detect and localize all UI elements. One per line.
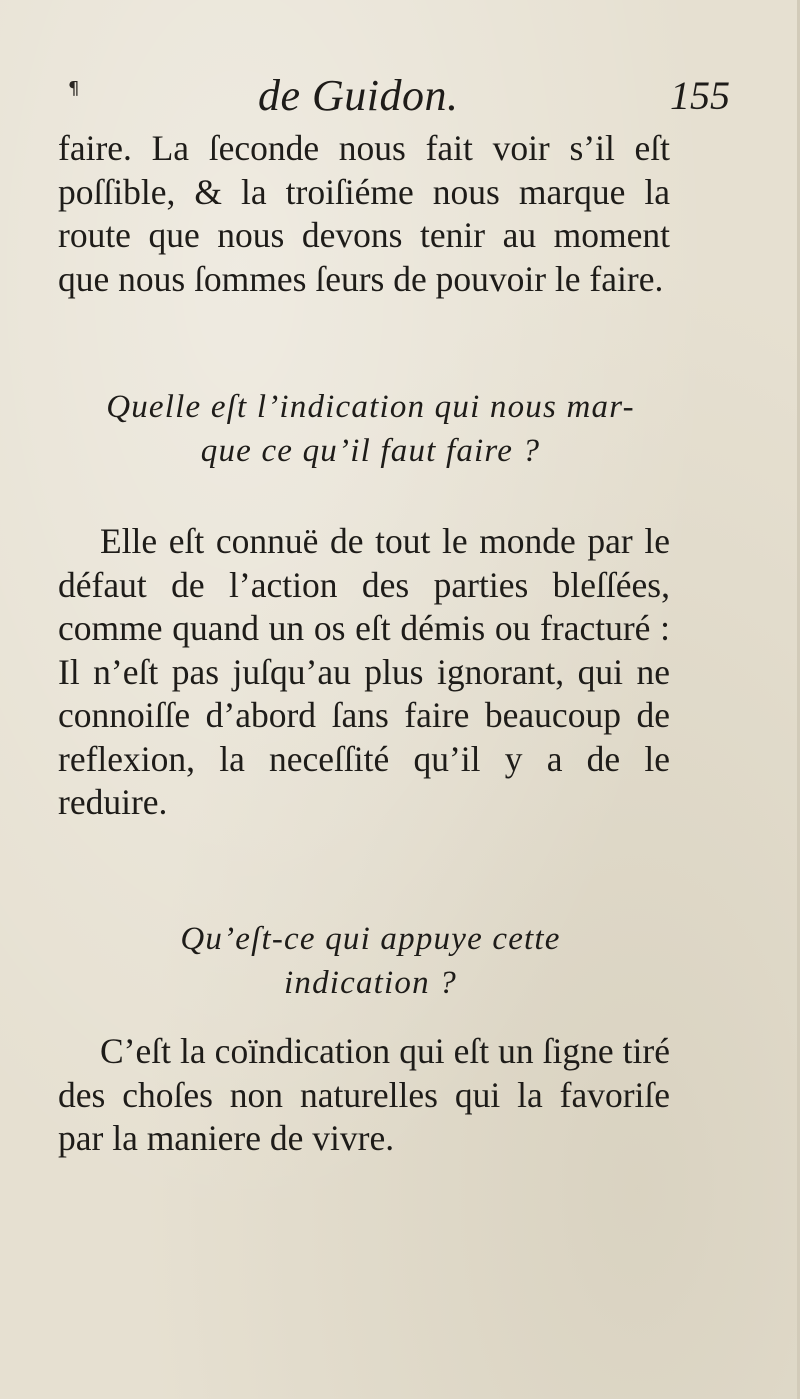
question-2-line-2: indication ? (284, 965, 457, 1001)
question-1-line-1: Quelle eſt l’indication qui nous mar- (106, 389, 635, 425)
paragraph-3: C’eſt la coïndication qui eſt un ſigne tiré des choſes non naturelles qui la favoriſe par la maniere de vivre. (58, 1031, 670, 1158)
paragraph-mark-icon: ¶ (68, 78, 80, 99)
question-heading-2 (58, 917, 683, 1005)
running-head (60, 70, 730, 130)
paragraph-2: Elle eſt connuë de tout le monde par le défaut de l’action des parties bleſſées, comme quand un os eſt démis ou fracturé : Il n’eſt pas juſqu’au plus ignorant, qui ne connoiſſe d’abord ſans faire beaucoup de reflexion, la neceſſité qu’il y a de le reduire. (58, 521, 670, 822)
running-title: de Guidon. (258, 71, 459, 120)
question-heading-1 (58, 385, 683, 473)
paragraph-1: faire. La ſeconde nous fait voir s’il eſt poſſible, & la troiſiéme nous marque la route que nous devons tenir au moment que nous ſommes ſeurs de pouvoir le faire. (58, 128, 670, 299)
page-number: 155 (670, 73, 730, 118)
question-2-line-1: Qu’eſt-ce qui appuye cette (180, 921, 561, 957)
question-1-line-2: que ce qu’il faut faire ? (200, 433, 541, 469)
